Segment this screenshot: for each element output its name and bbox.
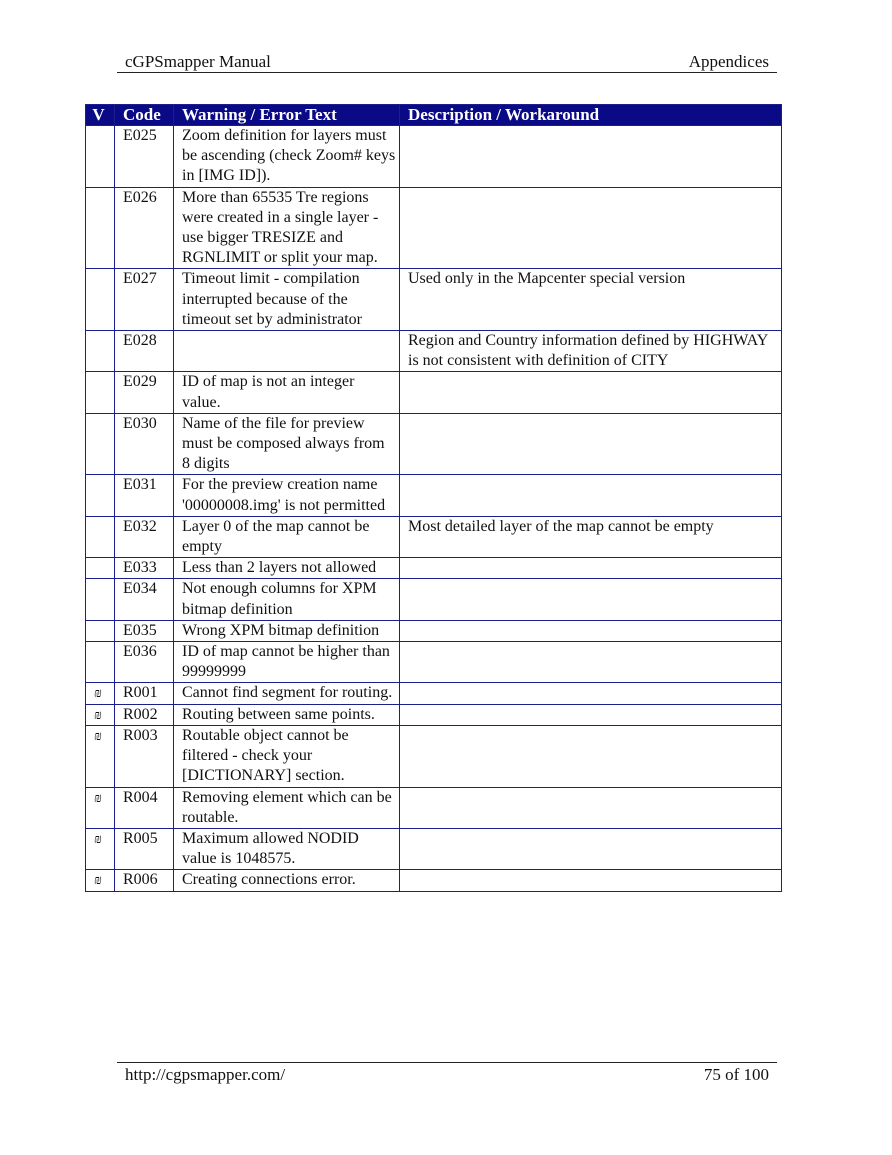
code-cell: R002: [115, 704, 174, 725]
description-cell: [400, 870, 782, 891]
routing-icon: [86, 331, 115, 372]
table-row: [86, 642, 782, 683]
routing-icon: [86, 516, 115, 557]
table-row: [86, 683, 782, 704]
code-cell: E028: [115, 331, 174, 372]
table-row: [86, 620, 782, 641]
warning-text-cell: Less than 2 layers not allowed: [174, 558, 400, 579]
table-row: [86, 828, 782, 869]
page-footer: [117, 1062, 777, 1087]
routing-icon: [86, 187, 115, 269]
description-cell: [400, 475, 782, 516]
error-codes-table: [85, 104, 782, 892]
warning-text-cell: Not enough columns for XPM bitmap definition: [174, 579, 400, 620]
code-cell: E031: [115, 475, 174, 516]
description-cell: [400, 683, 782, 704]
table-row: [86, 516, 782, 557]
warning-text-cell: Removing element which can be routable.: [174, 787, 400, 828]
description-cell: Region and Country information defined by HIGHWAY is not consistent with definition of CITY: [400, 331, 782, 372]
warning-text-cell: Timeout limit - compilation interrupted because of the timeout set by administrator: [174, 269, 400, 331]
routing-icon: ₪: [86, 683, 115, 704]
document-title: cGPSmapper Manual: [125, 52, 271, 71]
description-cell: [400, 558, 782, 579]
routing-icon: [86, 558, 115, 579]
routing-icon: [86, 269, 115, 331]
description-cell: Most detailed layer of the map cannot be empty: [400, 516, 782, 557]
code-cell: R006: [115, 870, 174, 891]
routing-icon: ₪: [86, 725, 115, 787]
footer-url: http://cgpsmapper.com/: [125, 1065, 286, 1084]
code-cell: E025: [115, 126, 174, 188]
routing-icon: ₪: [86, 828, 115, 869]
routing-icon: [86, 126, 115, 188]
routing-icon: [86, 642, 115, 683]
table-header-row: [86, 105, 782, 126]
code-cell: E032: [115, 516, 174, 557]
routing-icon: [86, 413, 115, 475]
table-row: [86, 372, 782, 413]
description-cell: [400, 704, 782, 725]
code-cell: E026: [115, 187, 174, 269]
section-title: Appendices: [688, 52, 769, 71]
description-cell: [400, 642, 782, 683]
warning-text-cell: Name of the file for preview must be composed always from 8 digits: [174, 413, 400, 475]
code-cell: E027: [115, 269, 174, 331]
routing-icon: ₪: [86, 870, 115, 891]
table-row: [86, 787, 782, 828]
code-cell: R003: [115, 725, 174, 787]
table-row: [86, 269, 782, 331]
column-header-v: V: [86, 105, 115, 126]
description-cell: [400, 413, 782, 475]
routing-icon: [86, 579, 115, 620]
code-cell: E030: [115, 413, 174, 475]
routing-icon: ₪: [86, 704, 115, 725]
warning-text-cell: Wrong XPM bitmap definition: [174, 620, 400, 641]
warning-text-cell: Zoom definition for layers must be ascending (check Zoom# keys in [IMG ID]).: [174, 126, 400, 188]
warning-text-cell: ID of map cannot be higher than 99999999: [174, 642, 400, 683]
warning-text-cell: Routable object cannot be filtered - check your [DICTIONARY] section.: [174, 725, 400, 787]
code-cell: E035: [115, 620, 174, 641]
routing-icon: [86, 475, 115, 516]
description-cell: Used only in the Mapcenter special version: [400, 269, 782, 331]
warning-text-cell: Cannot find segment for routing.: [174, 683, 400, 704]
code-cell: E029: [115, 372, 174, 413]
column-header-description: Description / Workaround: [400, 105, 782, 126]
code-cell: E033: [115, 558, 174, 579]
description-cell: [400, 828, 782, 869]
warning-text-cell: More than 65535 Tre regions were created in a single layer - use bigger TRESIZE and RGNLIMIT or split your map.: [174, 187, 400, 269]
description-cell: [400, 787, 782, 828]
code-cell: E036: [115, 642, 174, 683]
description-cell: [400, 620, 782, 641]
table-row: [86, 558, 782, 579]
table-row: [86, 870, 782, 891]
code-cell: R001: [115, 683, 174, 704]
description-cell: [400, 372, 782, 413]
table-row: [86, 475, 782, 516]
routing-icon: ₪: [86, 787, 115, 828]
table-row: [86, 331, 782, 372]
page-header: [117, 50, 777, 73]
warning-text-cell: Creating connections error.: [174, 870, 400, 891]
column-header-text: Warning / Error Text: [174, 105, 400, 126]
code-cell: E034: [115, 579, 174, 620]
table-row: [86, 725, 782, 787]
routing-icon: [86, 620, 115, 641]
description-cell: [400, 725, 782, 787]
page-number: 75 of 100: [703, 1065, 769, 1084]
column-header-code: Code: [115, 105, 174, 126]
warning-text-cell: ID of map is not an integer value.: [174, 372, 400, 413]
warning-text-cell: Maximum allowed NODID value is 1048575.: [174, 828, 400, 869]
warning-text-cell: [174, 331, 400, 372]
warning-text-cell: Routing between same points.: [174, 704, 400, 725]
routing-icon: [86, 372, 115, 413]
warning-text-cell: For the preview creation name '00000008.img' is not permitted: [174, 475, 400, 516]
warning-text-cell: Layer 0 of the map cannot be empty: [174, 516, 400, 557]
table-row: [86, 187, 782, 269]
code-cell: R004: [115, 787, 174, 828]
table-row: [86, 413, 782, 475]
code-cell: R005: [115, 828, 174, 869]
description-cell: [400, 187, 782, 269]
table-row: [86, 704, 782, 725]
table-row: [86, 579, 782, 620]
description-cell: [400, 579, 782, 620]
table-row: [86, 126, 782, 188]
description-cell: [400, 126, 782, 188]
